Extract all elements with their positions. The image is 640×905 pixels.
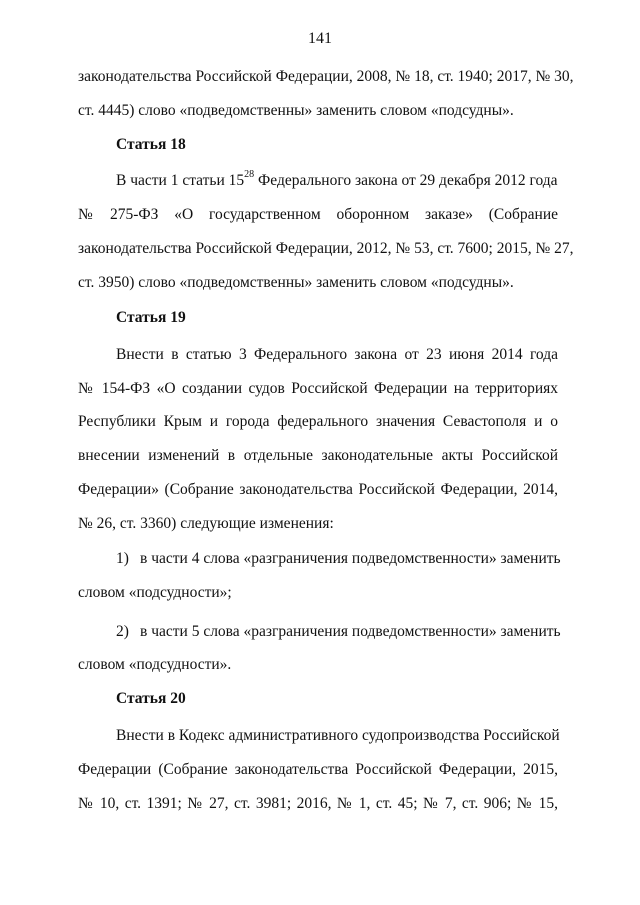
- superscript: 28: [244, 169, 255, 180]
- text-line: внесении изменений в отдельные законодательные акты Российской: [78, 447, 558, 464]
- article-heading: Статья 19: [116, 309, 186, 326]
- text-line: Республики Крым и города федерального значения Севастополя и о: [78, 413, 558, 430]
- list-item-text: в части 5 слова «разграничения подведомственности» заменить: [140, 623, 561, 640]
- text-line: Федерации (Собрание законодательства Российской Федерации, 2015,: [78, 761, 558, 778]
- text-line: № 26, ст. 3360) следующие изменения:: [78, 515, 334, 532]
- text-line: Внести в Кодекс административного судопроизводства Российской: [116, 727, 560, 744]
- text-line: № 275-ФЗ «О государственном оборонном заказе» (Собрание: [78, 206, 558, 223]
- article-heading: Статья 20: [116, 690, 186, 707]
- text-line: № 154-ФЗ «О создании судов Российской Федерации на территориях: [78, 380, 558, 397]
- list-item-number: 1): [116, 550, 129, 567]
- text-line: законодательства Российской Федерации, 2008, № 18, ст. 1940; 2017, № 30,: [78, 68, 574, 85]
- text-line: Федерации» (Собрание законодательства Российской Федерации, 2014,: [78, 481, 558, 498]
- text-fragment: В части 1 статьи 15: [116, 172, 245, 189]
- text-fragment: Федерального закона от 29 декабря 2012 года: [254, 172, 558, 189]
- list-item-number: 2): [116, 623, 129, 640]
- text-line: [116, 169, 558, 190]
- page-number: 141: [308, 30, 332, 47]
- list-item-text: в части 4 слова «разграничения подведомственности» заменить: [140, 550, 561, 567]
- list-item: [116, 550, 561, 568]
- text-line: законодательства Российской Федерации, 2012, № 53, ст. 7600; 2015, № 27,: [78, 240, 574, 257]
- list-item: [116, 623, 561, 641]
- text-line: ст. 4445) слово «подведомственны» заменить словом «подсудны».: [78, 102, 514, 119]
- text-line: № 10, ст. 1391; № 27, ст. 3981; 2016, № 1, ст. 45; № 7, ст. 906; № 15,: [78, 795, 558, 812]
- text-line: Внести в статью 3 Федерального закона от 23 июня 2014 года: [116, 346, 558, 363]
- text-line: словом «подсудности»;: [78, 584, 232, 601]
- text-line: ст. 3950) слово «подведомственны» заменить словом «подсудны».: [78, 274, 514, 291]
- article-heading: Статья 18: [116, 136, 186, 153]
- text-line: словом «подсудности».: [78, 656, 232, 673]
